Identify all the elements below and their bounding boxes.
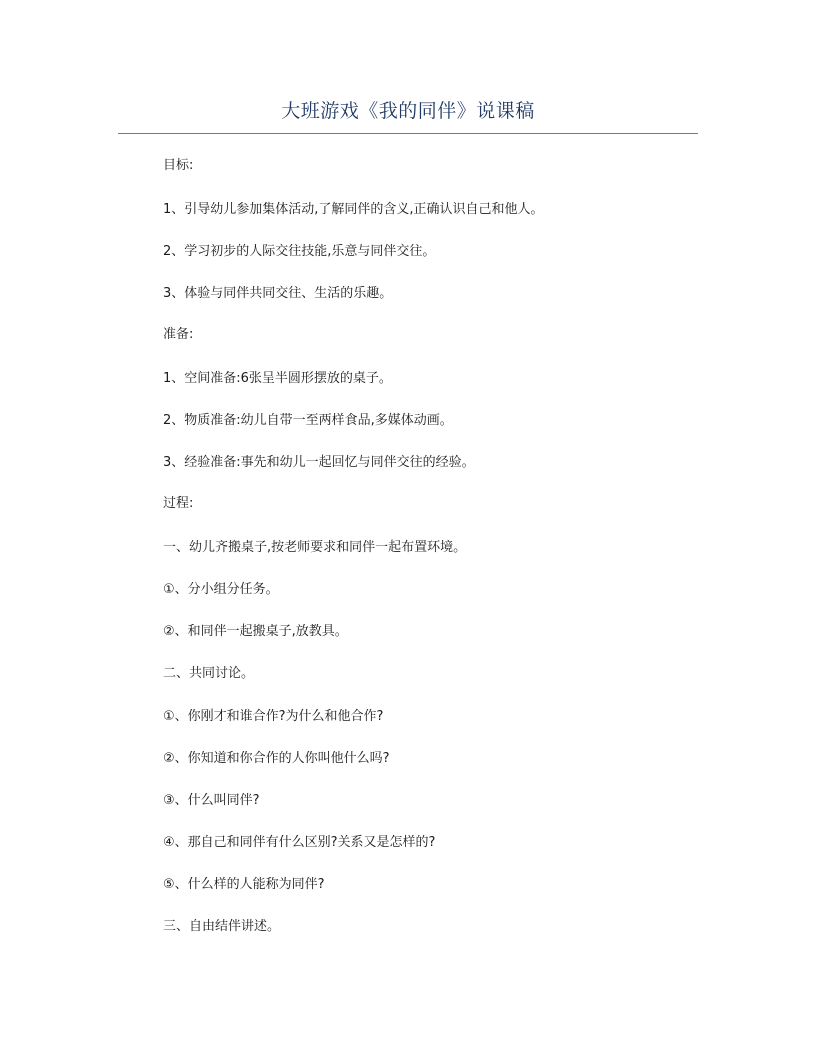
preparation-item-3: 3、经验准备:事先和幼儿一起回忆与同伴交往的经验。: [163, 455, 475, 470]
process-step-2-question-1: ①、你刚才和谁合作?为什么和他合作?: [163, 709, 384, 724]
process-step-1: 一、幼儿齐搬桌子,按老师要求和同伴一起布置环境。: [163, 540, 467, 555]
process-step-2: 二、共同讨论。: [163, 666, 255, 681]
process-step-1-item-2: ②、和同伴一起搬桌子,放教具。: [163, 624, 348, 639]
goal-item-3: 3、体验与同伴共同交往、生活的乐趣。: [163, 286, 393, 301]
process-step-2-question-4: ④、那自己和同伴有什么区别?关系又是怎样的?: [163, 835, 436, 850]
preparation-item-1: 1、空间准备:6张呈半圆形摆放的桌子。: [163, 371, 392, 386]
title-divider: [118, 133, 698, 134]
document-title: 大班游戏《我的同伴》说课稿: [281, 100, 535, 122]
goal-item-1: 1、引导幼儿参加集体活动,了解同伴的含义,正确认识自己和他人。: [163, 202, 544, 217]
section-heading-process: 过程:: [163, 496, 194, 511]
process-step-2-question-2: ②、你知道和你合作的人你叫他什么吗?: [163, 751, 390, 766]
section-heading-goals: 目标:: [163, 158, 194, 173]
process-step-1-item-1: ①、分小组分任务。: [163, 582, 279, 597]
section-heading-preparation: 准备:: [163, 327, 194, 342]
process-step-2-question-3: ③、什么叫同伴?: [163, 793, 260, 808]
preparation-item-2: 2、物质准备:幼儿自带一至两样食品,多媒体动画。: [163, 413, 453, 428]
process-step-3: 三、自由结伴讲述。: [163, 919, 281, 934]
process-step-2-question-5: ⑤、什么样的人能称为同伴?: [163, 877, 325, 892]
goal-item-2: 2、学习初步的人际交往技能,乐意与同伴交往。: [163, 244, 436, 259]
